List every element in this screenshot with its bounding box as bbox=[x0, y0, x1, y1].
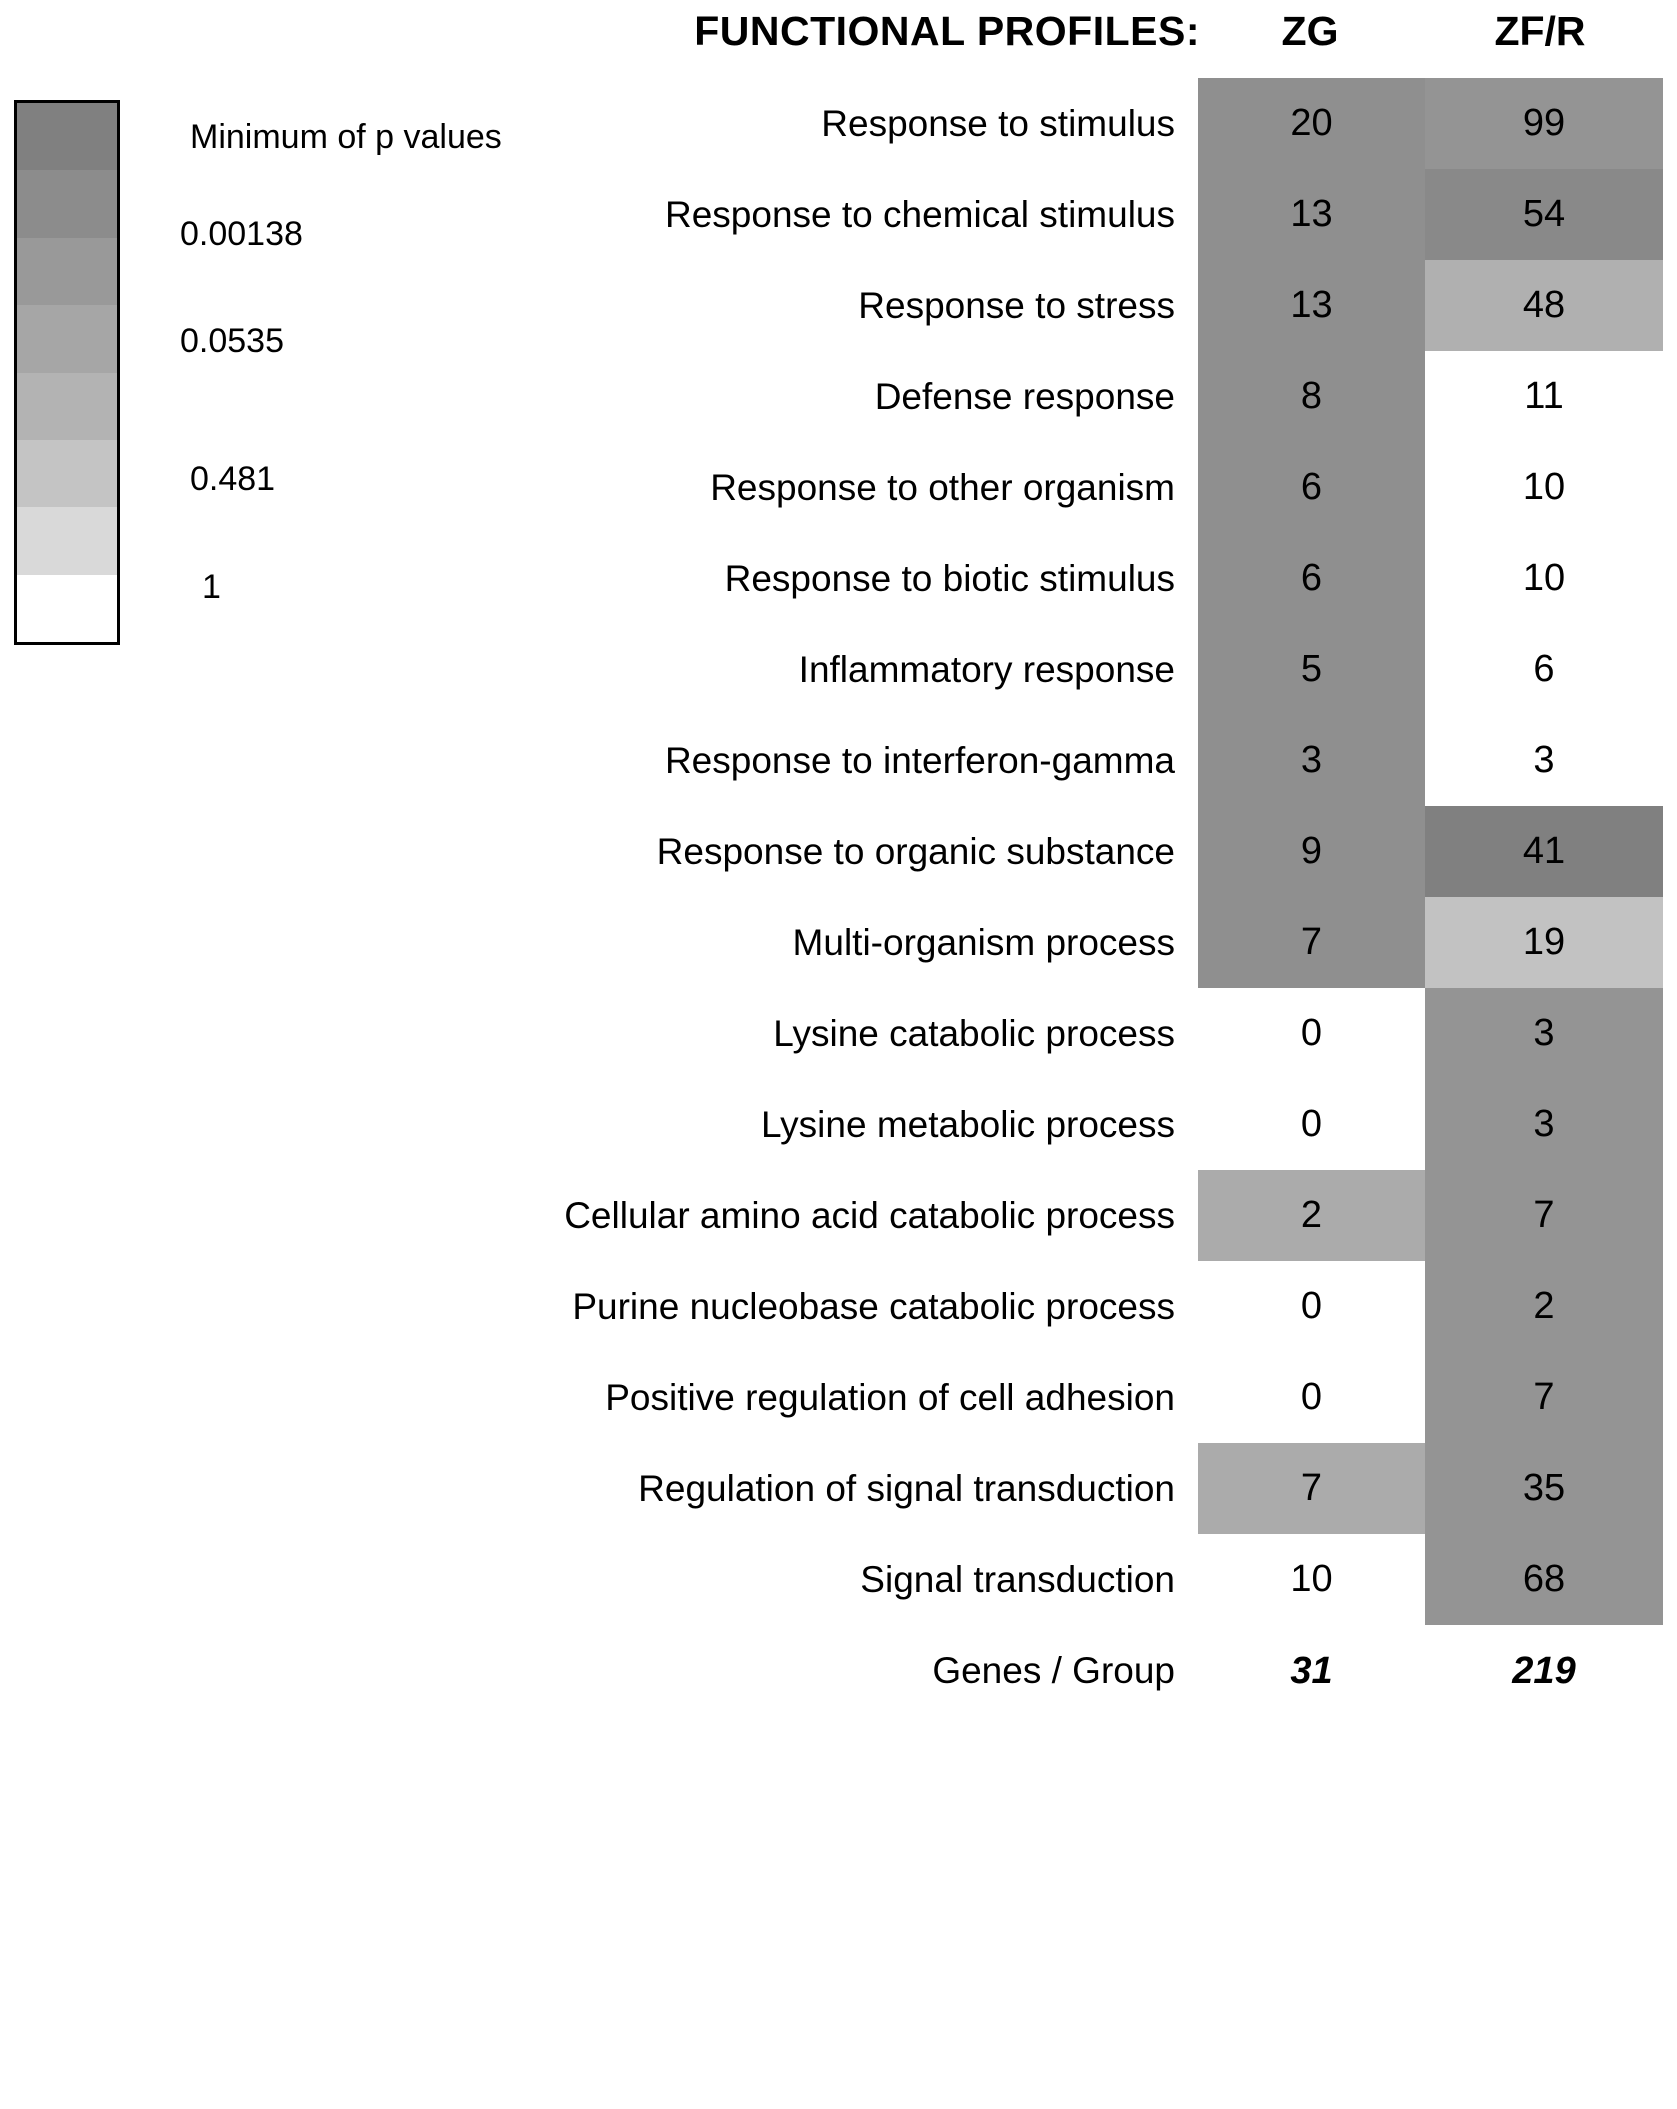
table-row bbox=[0, 1261, 1677, 1352]
row-label: Response to stimulus bbox=[821, 103, 1175, 144]
page-title: FUNCTIONAL PROFILES: bbox=[694, 8, 1200, 54]
legend-tick-4: 1 bbox=[202, 568, 221, 606]
table-row bbox=[0, 988, 1677, 1079]
heatmap-cell-zfr: 19 bbox=[1425, 897, 1663, 988]
heatmap-cell-zfr: 68 bbox=[1425, 1534, 1663, 1625]
column-header-zg: ZG bbox=[1281, 8, 1339, 54]
heatmap-cell-zg: 6 bbox=[1198, 533, 1425, 624]
chart-header bbox=[0, 0, 1677, 70]
row-label: Positive regulation of cell adhesion bbox=[605, 1377, 1175, 1418]
heatmap-cell-zg: 3 bbox=[1198, 715, 1425, 806]
totals-row bbox=[0, 1625, 1677, 1717]
heatmap-cell-zfr: 10 bbox=[1425, 442, 1663, 533]
heatmap-cell-zfr: 35 bbox=[1425, 1443, 1663, 1534]
row-label: Purine nucleobase catabolic process bbox=[572, 1286, 1175, 1327]
heatmap-cell-zg: 0 bbox=[1198, 1261, 1425, 1352]
heatmap-cell-zfr: 7 bbox=[1425, 1352, 1663, 1443]
table-row bbox=[0, 533, 1677, 624]
heatmap-cell-zg: 7 bbox=[1198, 1443, 1425, 1534]
heatmap-cell-zg: 13 bbox=[1198, 169, 1425, 260]
table-row bbox=[0, 78, 1677, 169]
row-label: Response to interferon-gamma bbox=[664, 740, 1175, 781]
row-label: Cellular amino acid catabolic process bbox=[564, 1195, 1175, 1236]
table-row bbox=[0, 260, 1677, 351]
heatmap-cell-zfr: 99 bbox=[1425, 78, 1663, 169]
heatmap-cell-zg: 2 bbox=[1198, 1170, 1425, 1261]
row-label: Response to other organism bbox=[710, 467, 1175, 508]
row-label: Response to chemical stimulus bbox=[665, 194, 1175, 235]
heatmap-cell-zfr: 54 bbox=[1425, 169, 1663, 260]
table-row bbox=[0, 897, 1677, 988]
row-label: Regulation of signal transduction bbox=[638, 1468, 1175, 1509]
row-label: Lysine catabolic process bbox=[773, 1013, 1175, 1054]
row-label: Lysine metabolic process bbox=[760, 1104, 1175, 1145]
table-row bbox=[0, 442, 1677, 533]
row-label: Response to biotic stimulus bbox=[724, 558, 1175, 599]
row-label: Multi-organism process bbox=[792, 922, 1175, 963]
heatmap-cell-zg: 0 bbox=[1198, 988, 1425, 1079]
legend-title: Minimum of p values bbox=[190, 118, 502, 156]
legend-tick-3: 0.481 bbox=[190, 460, 276, 498]
totals-zg: 31 bbox=[1290, 1650, 1333, 1692]
table-row bbox=[0, 169, 1677, 260]
heatmap-cell-zg: 0 bbox=[1198, 1352, 1425, 1443]
row-label: Inflammatory response bbox=[798, 649, 1175, 690]
heatmap-cell-zfr: 3 bbox=[1425, 1079, 1663, 1170]
heatmap-cell-zfr: 3 bbox=[1425, 715, 1663, 806]
heatmap-cell-zg: 9 bbox=[1198, 806, 1425, 897]
table-row bbox=[0, 1534, 1677, 1625]
heatmap-cell-zfr: 11 bbox=[1425, 351, 1663, 442]
table-row bbox=[0, 1352, 1677, 1443]
table-row bbox=[0, 806, 1677, 897]
heatmap-cell-zfr: 3 bbox=[1425, 988, 1663, 1079]
heatmap-cell-zfr: 48 bbox=[1425, 260, 1663, 351]
heatmap-cell-zfr: 6 bbox=[1425, 624, 1663, 715]
heatmap-cell-zg: 7 bbox=[1198, 897, 1425, 988]
legend-tick-2: 0.0535 bbox=[180, 322, 284, 360]
column-header-zfr: ZF/R bbox=[1494, 8, 1586, 54]
table-row bbox=[0, 715, 1677, 806]
row-label: Defense response bbox=[874, 376, 1175, 417]
heatmap-cell-zg: 5 bbox=[1198, 624, 1425, 715]
legend-tick-1: 0.00138 bbox=[180, 215, 303, 253]
heatmap-cell-zg: 8 bbox=[1198, 351, 1425, 442]
heatmap-cell-zg: 20 bbox=[1198, 78, 1425, 169]
heatmap-table bbox=[0, 78, 1677, 1717]
heatmap-cell-zfr: 2 bbox=[1425, 1261, 1663, 1352]
heatmap-cell-zfr: 41 bbox=[1425, 806, 1663, 897]
row-label: Response to organic substance bbox=[656, 831, 1175, 872]
heatmap-cell-zg: 6 bbox=[1198, 442, 1425, 533]
totals-zfr: 219 bbox=[1512, 1650, 1576, 1692]
row-label: Response to stress bbox=[858, 285, 1175, 326]
heatmap-cell-zg: 10 bbox=[1198, 1534, 1425, 1625]
heatmap-cell-zg: 13 bbox=[1198, 260, 1425, 351]
table-row bbox=[0, 1170, 1677, 1261]
row-label: Signal transduction bbox=[860, 1559, 1175, 1600]
heatmap-cell-zfr: 10 bbox=[1425, 533, 1663, 624]
heatmap-cell-zg: 0 bbox=[1198, 1079, 1425, 1170]
table-row bbox=[0, 1079, 1677, 1170]
table-row bbox=[0, 1443, 1677, 1534]
heatmap-cell-zfr: 7 bbox=[1425, 1170, 1663, 1261]
table-row bbox=[0, 624, 1677, 715]
totals-label: Genes / Group bbox=[932, 1650, 1175, 1691]
table-row bbox=[0, 351, 1677, 442]
